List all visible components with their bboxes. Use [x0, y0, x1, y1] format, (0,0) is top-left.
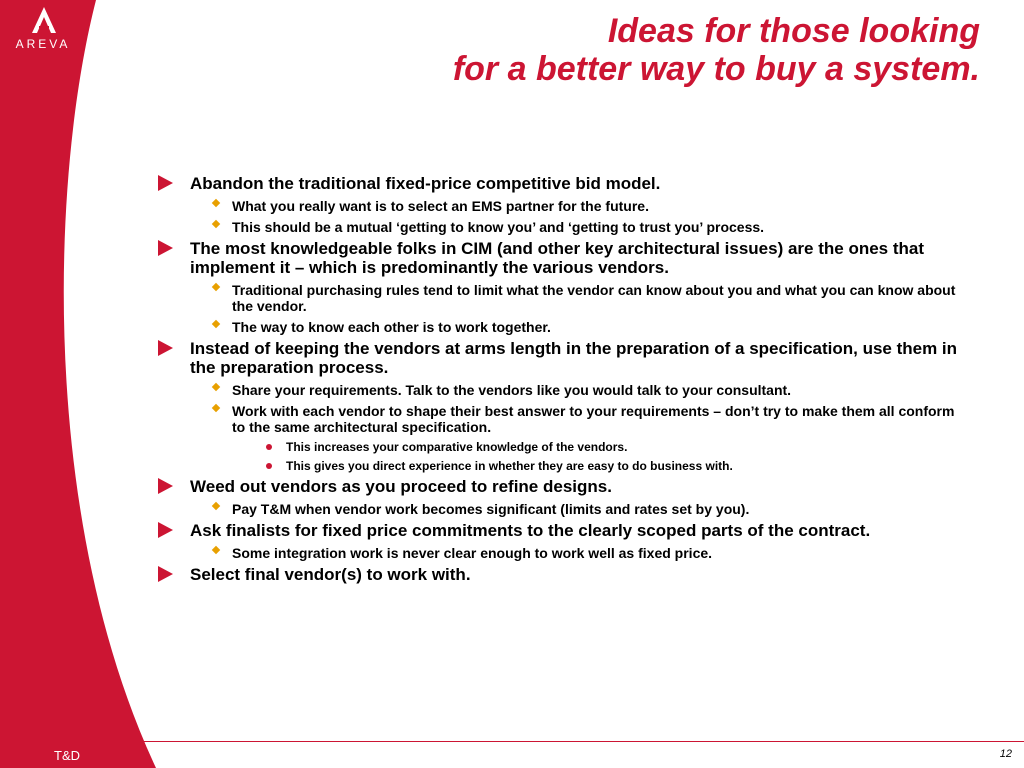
sub-bullet-item [156, 403, 966, 435]
bullet-item [156, 477, 966, 496]
sub-bullet-item [156, 282, 966, 314]
sub-sub-bullet-text: This increases your comparative knowledge of the vendors. [286, 440, 628, 454]
title-line-1: Ideas for those looking [607, 12, 980, 50]
bullet-item [156, 339, 966, 377]
logo-text: AREVA [15, 37, 71, 51]
sub-bullet-text: Share your requirements. Talk to the vendors like you would talk to your consultant. [232, 382, 792, 398]
page-number: 12 [999, 748, 1012, 760]
areva-logo-icon [30, 6, 58, 34]
diamond-bullet-icon [212, 546, 220, 554]
diamond-bullet-icon [212, 404, 220, 412]
diamond-bullet-icon [212, 283, 220, 291]
sub-bullet-text: Some integration work is never clear enough to work well as fixed price. [232, 545, 713, 561]
footer-label: T&D [54, 748, 80, 763]
footer-divider [130, 741, 1024, 742]
sub-bullet-text: What you really want is to select an EMS partner for the future. [232, 198, 649, 214]
bullet-item [156, 521, 966, 540]
sub-bullet-text: This should be a mutual ‘getting to know you’ and ‘getting to trust you’ process. [232, 219, 765, 235]
bullet-item [156, 174, 966, 193]
bullet-item [156, 565, 966, 584]
bullet-text: Instead of keeping the vendors at arms length in the preparation of a specification, use them in the preparation process. [190, 339, 958, 377]
sub-bullet-item [156, 382, 966, 398]
sub-sub-bullet-item [156, 440, 966, 454]
bullet-text: Weed out vendors as you proceed to refine designs. [190, 477, 612, 496]
sub-bullet-item [156, 501, 966, 517]
bullet-text: Ask finalists for fixed price commitments to the clearly scoped parts of the contract. [190, 521, 871, 540]
slide-title [453, 12, 980, 88]
title-line-2: for a better way to buy a system. [452, 50, 980, 88]
bullet-item [156, 239, 966, 277]
diamond-bullet-icon [212, 220, 220, 228]
triangle-bullet-icon [158, 340, 173, 356]
sub-sub-bullet-text: This gives you direct experience in whether they are easy to do business with. [286, 459, 733, 473]
bullet-text: Select final vendor(s) to work with. [190, 565, 471, 584]
sub-bullet-text: Work with each vendor to shape their best answer to your requirements – don’t try to make them all conform to the same architectural specification. [232, 403, 955, 435]
sub-sub-bullet-item [156, 459, 966, 473]
dot-bullet-icon [266, 463, 272, 469]
bullet-text: Abandon the traditional fixed-price competitive bid model. [190, 174, 661, 193]
sub-bullet-text: Pay T&M when vendor work becomes significant (limits and rates set by you). [232, 501, 750, 517]
sub-bullet-text: Traditional purchasing rules tend to limit what the vendor can know about you and what you can know about the vendor. [232, 282, 956, 314]
triangle-bullet-icon [158, 240, 173, 256]
diamond-bullet-icon [212, 502, 220, 510]
bullet-list [156, 170, 966, 584]
dot-bullet-icon [266, 444, 272, 450]
sub-bullet-item [156, 319, 966, 335]
bullet-text: The most knowledgeable folks in CIM (and other key architectural issues) are the ones that implement it – which is predominantly the various vendors. [190, 239, 925, 277]
sub-bullet-text: The way to know each other is to work together. [232, 319, 551, 335]
triangle-bullet-icon [158, 522, 173, 538]
diamond-bullet-icon [212, 383, 220, 391]
triangle-bullet-icon [158, 175, 173, 191]
diamond-bullet-icon [212, 320, 220, 328]
triangle-bullet-icon [158, 566, 173, 582]
diamond-bullet-icon [212, 199, 220, 207]
sub-bullet-item [156, 198, 966, 214]
triangle-bullet-icon [158, 478, 173, 494]
sub-bullet-item [156, 545, 966, 561]
sub-bullet-item [156, 219, 966, 235]
